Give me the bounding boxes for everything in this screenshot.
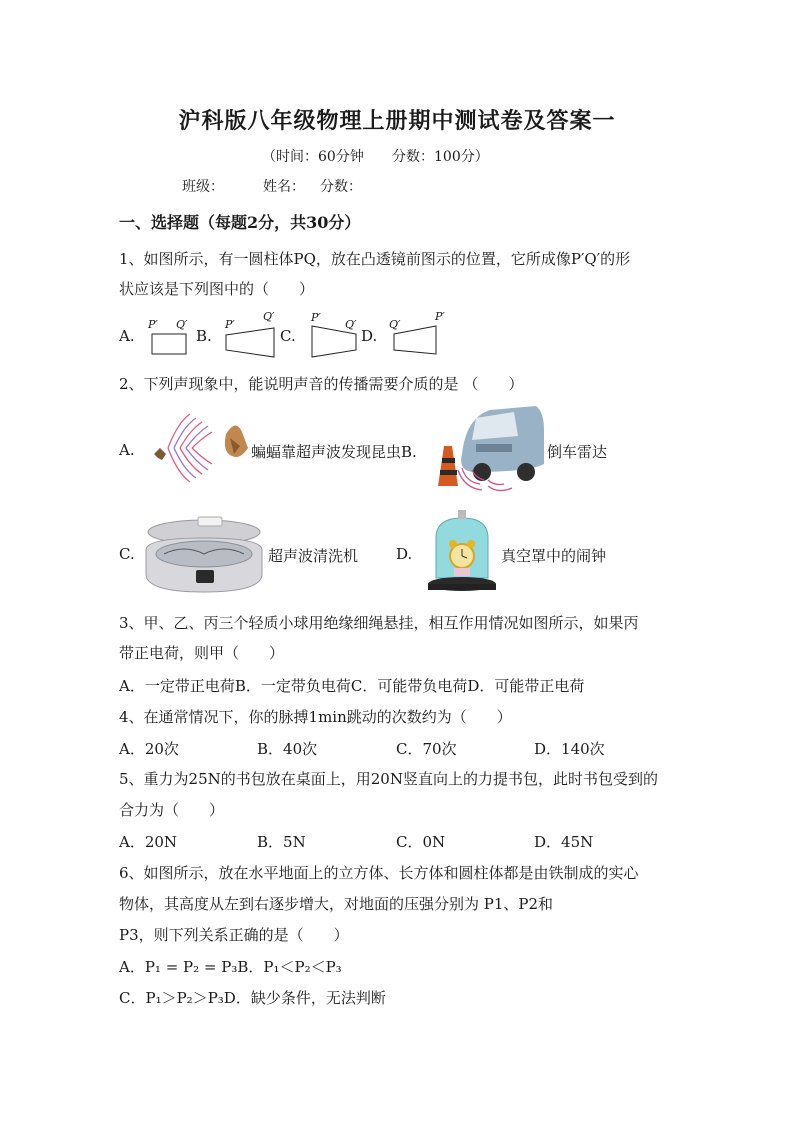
- q4-option-a: A．20次: [119, 740, 179, 758]
- q2-option-d: D.: [396, 545, 413, 563]
- q4-option-d: D．140次: [534, 740, 605, 758]
- q6-stem-line2: 物体，其高度从左到右逐步增大，对地面的压强分别为 P1、P2和: [119, 895, 554, 913]
- section-heading: 一、选择题（每题2分，共30分）: [119, 213, 361, 232]
- q1-label-qb: Q′: [263, 310, 275, 323]
- car-radar-image: [432, 402, 546, 494]
- q1-stem-line2: 状应该是下列图中的（ ）: [119, 280, 315, 298]
- q5-option-c: C．0N: [396, 833, 446, 851]
- exam-score: 分数：100分）: [392, 149, 489, 165]
- q5-option-d: D．45N: [534, 833, 594, 851]
- q6-options-cd: C．P₁＞P₂＞P₃D．缺少条件，无法判断: [119, 989, 386, 1007]
- q1-label-qa: Q′: [176, 318, 188, 331]
- q4-option-b: B．40次: [257, 740, 318, 758]
- q4-stem: 4、在通常情况下，你的脉搏1min跳动的次数约为（ ）: [119, 708, 512, 726]
- q1-option-a: A.: [119, 327, 135, 345]
- q1-option-c: C.: [280, 327, 296, 345]
- q1-image-shapes: [140, 310, 460, 360]
- q5-option-b: B．5N: [257, 833, 306, 851]
- q5-option-a: A．20N: [119, 833, 178, 851]
- q5-stem-line2: 合力为（ ）: [119, 801, 225, 819]
- q1-stem-line1: 1、如图所示，有一圆柱体PQ，放在凸透镜前图示的位置，它所成像P′Q′的形: [119, 250, 631, 268]
- q1-label-pd: P′: [435, 310, 445, 323]
- ultrasonic-cleaner-image: [142, 514, 266, 596]
- class-label: 班级：: [182, 179, 224, 195]
- exam-time: （时间：60分钟: [262, 149, 364, 165]
- q4-option-c: C．70次: [396, 740, 457, 758]
- q6-stem-line3: P3，则下列关系正确的是（ ）: [119, 926, 349, 944]
- q1-option-d: D.: [361, 327, 378, 345]
- q6-options-ab: A．P₁ = P₂ = P₃B．P₁＜P₂＜P₃: [119, 958, 342, 976]
- page-title: 沪科版八年级物理上册期中测试卷及答案一: [178, 108, 616, 134]
- q2-option-c: C.: [119, 545, 135, 563]
- q2-option-a: A.: [119, 441, 135, 459]
- bat-soundwave-image: [150, 408, 250, 488]
- q2-text-b: 倒车雷达: [547, 443, 608, 461]
- q1-label-qc: Q′: [345, 318, 357, 331]
- q2-stem: 2、下列声现象中，能说明声音的传播需要介质的是 （ ）: [119, 375, 524, 393]
- q3-stem-line1: 3、甲、乙、丙三个轻质小球用绝缘细绳悬挂，相互作用情况如图所示，如果丙: [119, 614, 639, 632]
- q1-label-pb: P′: [225, 318, 235, 331]
- name-label: 姓名：: [263, 179, 305, 195]
- q3-stem-line2: 带正电荷，则甲（ ）: [119, 644, 285, 662]
- q2-text-c: 超声波清洗机: [268, 547, 359, 565]
- q2-text-d: 真空罩中的闹钟: [501, 547, 607, 565]
- q1-label-qd: Q′: [389, 318, 401, 331]
- vacuum-bell-jar-image: [426, 508, 498, 600]
- q2-text-a: 蝙蝠靠超声波发现昆虫B.: [251, 443, 417, 461]
- q1-label-pc: P′: [311, 311, 321, 324]
- q1-option-b: B.: [196, 327, 212, 345]
- q6-stem-line1: 6、如图所示，放在水平地面上的立方体、长方体和圆柱体都是由铁制成的实心: [119, 864, 639, 882]
- q5-stem-line1: 5、重力为25N的书包放在桌面上，用20N竖直向上的力提书包，此时书包受到的: [119, 770, 658, 788]
- q1-label-pa: P′: [148, 318, 158, 331]
- score-label: 分数：: [320, 179, 362, 195]
- q3-options: A．一定带正电荷B．一定带负电荷C．可能带负电荷D．可能带正电荷: [119, 677, 585, 695]
